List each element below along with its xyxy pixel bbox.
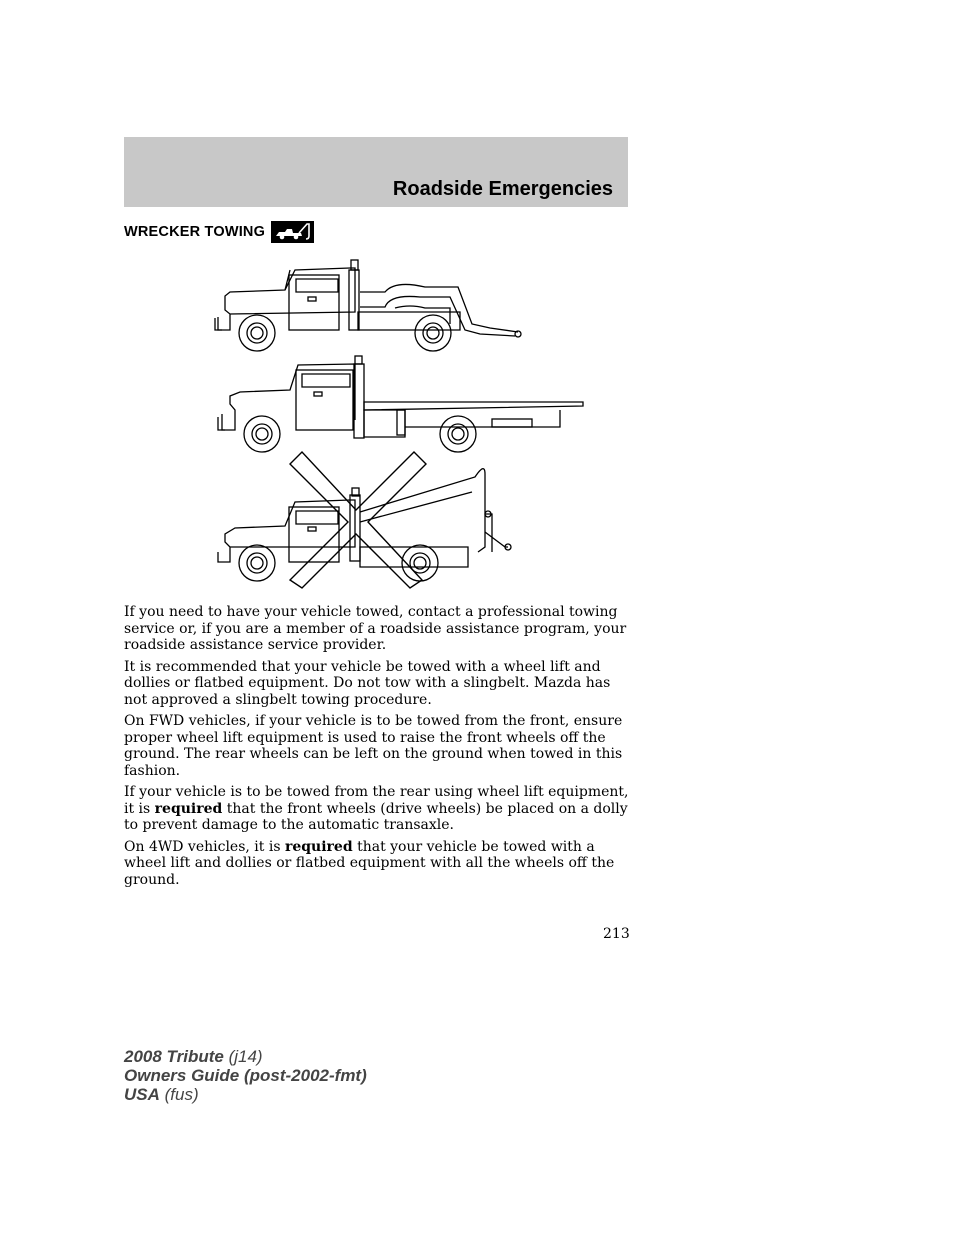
section-heading-text: WRECKER TOWING: [124, 224, 266, 240]
body-text: [124, 604, 629, 893]
footer-line-2: [124, 1066, 367, 1085]
paragraph-4-emphasis: required: [154, 800, 223, 817]
tow-truck-icon: [271, 221, 314, 243]
footer-line-1: [124, 1047, 367, 1066]
boom-sling-truck: [218, 469, 511, 581]
towing-illustration: [210, 252, 590, 592]
paragraph-4-end: that the front wheels (drive wheels) be placed on a dolly to prevent damage to the automatic transaxle.: [124, 800, 628, 833]
footer-model: 2008 Tribute: [124, 1047, 224, 1066]
paragraph-2: It is recommended that your vehicle be towed with a wheel lift and dollies or flatbed equipment. Do not tow with a slingbelt. Mazda has not approved a slingbelt towing procedure.: [124, 658, 611, 708]
paragraph-5-emphasis: required: [284, 838, 353, 855]
paragraph-4: [124, 784, 629, 834]
document-footer: [124, 1047, 367, 1104]
footer-guide: Owners Guide (post-2002-fmt): [124, 1066, 367, 1085]
section-heading: [124, 221, 314, 243]
section-header-title: Roadside Emergencies: [392, 178, 613, 200]
footer-market: USA: [124, 1085, 160, 1104]
paragraph-5: [124, 839, 629, 889]
paragraph-5-end: that your vehicle be towed with a wheel lift and dollies or flatbed equipment with all the wheels off the ground.: [124, 838, 615, 888]
footer-market-code: (fus): [159, 1085, 199, 1104]
paragraph-4-start: If your vehicle is to be towed from the rear using wheel lift equipment, it is: [124, 784, 629, 817]
footer-line-3: [124, 1085, 367, 1104]
page-number: 213: [603, 926, 630, 942]
section-header-band: [124, 137, 628, 207]
flatbed-truck: [218, 356, 583, 452]
paragraph-1: If you need to have your vehicle towed, contact a professional towing service or, if you are a member of a roadside assistance program, your roadside assistance service provider.: [124, 604, 627, 653]
paragraph-3: On FWD vehicles, if your vehicle is to be towed from the front, ensure proper wheel lift equipment is used to raise the front wheels off the ground. The rear wheels can be left on the ground when towed in this fashion.: [124, 713, 623, 779]
footer-model-code: (j14): [223, 1047, 263, 1066]
wheel-lift-truck: [215, 260, 521, 351]
paragraph-5-start: On 4WD vehicles, it is: [124, 838, 285, 855]
